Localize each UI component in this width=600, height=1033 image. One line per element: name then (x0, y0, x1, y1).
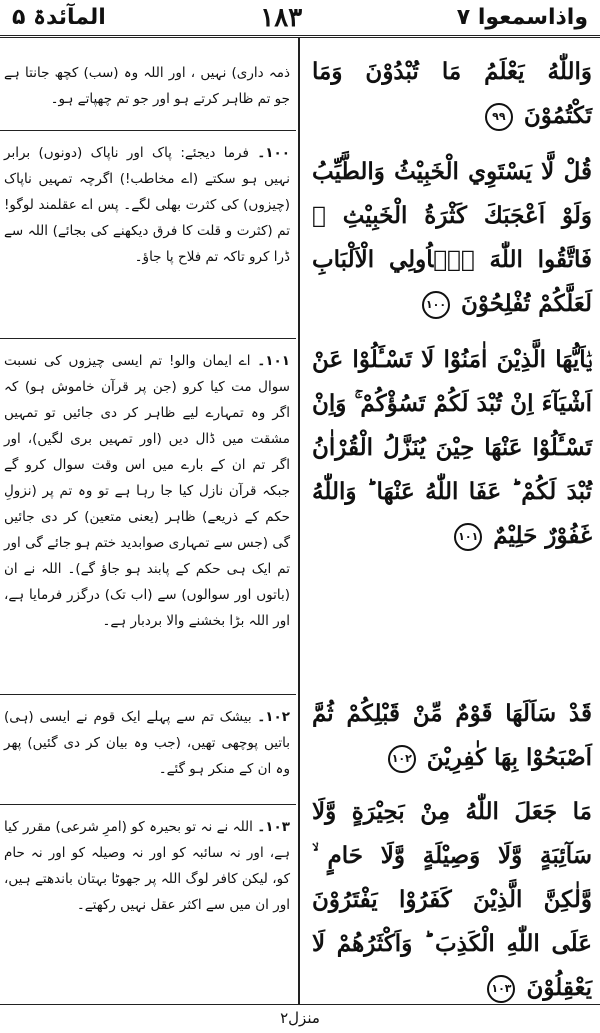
note-99 (4, 60, 290, 112)
verse-text: قُلْ لَّا يَسْتَوِي الْخَبِيْثُ وَالطَّيِّبُ وَلَوْ اَعْجَبَكَ كَثْرَةُ الْخَبِيْثِ ۚ فَاتَّقُوا اللّٰهَ يٰۤاُولِي الْاَلْبَابِ لَعَلَّكُمْ تُفْلِحُوْنَ (312, 158, 592, 317)
note-separator (0, 338, 296, 339)
verse-103 (312, 790, 592, 1010)
verse-text: قَدْ سَاَلَهَا قَوْمٌ مِّنْ قَبْلِكُمْ ثُمَّ اَصْبَحُوْا بِهَا كٰفِرِيْنَ (312, 700, 592, 771)
verse-text: يٰۤاَيُّهَا الَّذِيْنَ اٰمَنُوْا لَا تَسْـَٔلُوْا عَنْ اَشْيَآءَ اِنْ تُبْدَ لَكُمْ تَسُؤْكُمْ ۚ وَاِنْ تَسْـَٔلُوْا عَنْهَا حِيْنَ يُنَزَّلُ الْقُرْاٰنُ تُبْدَ لَكُمْ ؕ عَفَا اللّٰهُ عَنْهَا ؕ وَاللّٰهُ غَفُوْرٌ حَلِيْمٌ (312, 346, 592, 549)
note-separator (0, 694, 296, 695)
surah-title: المآئدۃ ۵ (12, 5, 106, 30)
note-text: اللہ نے نہ تو بحیرہ کو (امرِ شرعی) مقرر کیا ہے، اور نہ سائبہ کو اور نہ وصیلہ کو اور نہ حام کو، لیکن کافر لوگ اللہ پر جھوٹا بہتان باندھتے ہیں، اور ان میں سے اکثر عقل نہیں رکھتے۔ (4, 819, 290, 913)
note-101 (4, 348, 290, 634)
note-separator (0, 130, 296, 131)
manzil-label: منزل۲ (280, 1009, 320, 1027)
note-102 (4, 704, 290, 782)
urdu-column (0, 38, 296, 1004)
page-header (0, 0, 600, 38)
note-text: اے ایمان والو! تم ایسی چیزوں کی نسبت سوال مت کیا کرو (جن پر قرآن خاموش ہو) کہ اگر وہ تمہارے لیے ظاہر کر دی جائیں تو تمہیں مشقت میں ڈال دیں (اور تمہیں بری لگیں)، اور اگر تم ان کے بارے میں اس وقت سوال کرو گے جبکہ قرآن نازل کیا جا رہا ہے تو وہ تم پر (نزولِ حکم کے ذریعے) ظاہر (یعنی متعین) کر دی جائیں گی (جس سے تمہاری صوابدید ختم ہو جائے گی اور تم ایک ہی حکم کے پابند ہو جاؤ گے)۔ اللہ نے ان (باتوں اور سوالوں) سے (اب تک) درگزر فرمایا ہے، اور اللہ بڑا بخشنے والا بردبار ہے۔ (4, 353, 290, 629)
note-text: فرما دیجئے: پاک اور ناپاک (دونوں) برابر نہیں ہو سکتے (اے مخاطب!) اگرچہ تمہیں ناپاک (چیزوں) کی کثرت بھلی لگے۔ پس اے عقلمند لوگو! تم (کثرت و قلت کا فرق دیکھنے کی بجائے) اللہ سے ڈرا کرو تاکہ تم فلاح پا جاؤ۔ (4, 145, 290, 265)
note-separator (0, 804, 296, 805)
column-divider (298, 38, 300, 1004)
verse-99 (312, 50, 592, 138)
page-number: ۱۸۳ (260, 2, 303, 33)
note-number: ۱۰۰۔ (257, 145, 291, 161)
verse-102 (312, 692, 592, 780)
ayah-marker: ۱۰۰ (422, 291, 450, 319)
note-text: ذمہ داری) نہیں ، اور اللہ وہ (سب) کچھ جانتا ہے جو تم ظاہر کرتے ہو اور جو تم چھپاتے ہو۔ (4, 65, 290, 107)
juz-title: واذاسمعوا ۷ (456, 5, 588, 30)
ayah-marker: ۱۰۱ (454, 523, 482, 551)
note-100 (4, 140, 290, 270)
ayah-marker: ۱۰۳ (487, 975, 515, 1003)
verse-100 (312, 150, 592, 326)
note-number: ۱۰۱۔ (257, 353, 291, 369)
note-number: ۱۰۲۔ (257, 709, 290, 725)
verse-text: وَاللّٰهُ يَعْلَمُ مَا تُبْدُوْنَ وَمَا تَكْتُمُوْنَ (312, 58, 592, 129)
verse-101 (312, 338, 592, 558)
page-footer (0, 1004, 600, 1033)
arabic-column (302, 38, 600, 1004)
note-number: ۱۰۳۔ (257, 819, 290, 835)
ayah-marker: ۱۰۲ (388, 745, 416, 773)
note-text: بیشک تم سے پہلے ایک قوم نے ایسی (ہی) باتیں پوچھی تھیں، (جب وہ بیان کر دی گئیں) پھر وہ ان کے منکر ہو گئے۔ (4, 709, 290, 777)
verse-text: مَا جَعَلَ اللّٰهُ مِنْ بَحِيْرَةٍ وَّلَا سَآئِبَةٍ وَّلَا وَصِيْلَةٍ وَّلَا حَامٍ ۙ وَّلٰكِنَّ الَّذِيْنَ كَفَرُوْا يَفْتَرُوْنَ عَلَى اللّٰهِ الْكَذِبَ ؕ وَاَكْثَرُهُمْ لَا يَعْقِلُوْنَ (312, 798, 592, 1001)
ayah-marker: ۹۹ (485, 103, 513, 131)
note-103 (4, 814, 290, 918)
